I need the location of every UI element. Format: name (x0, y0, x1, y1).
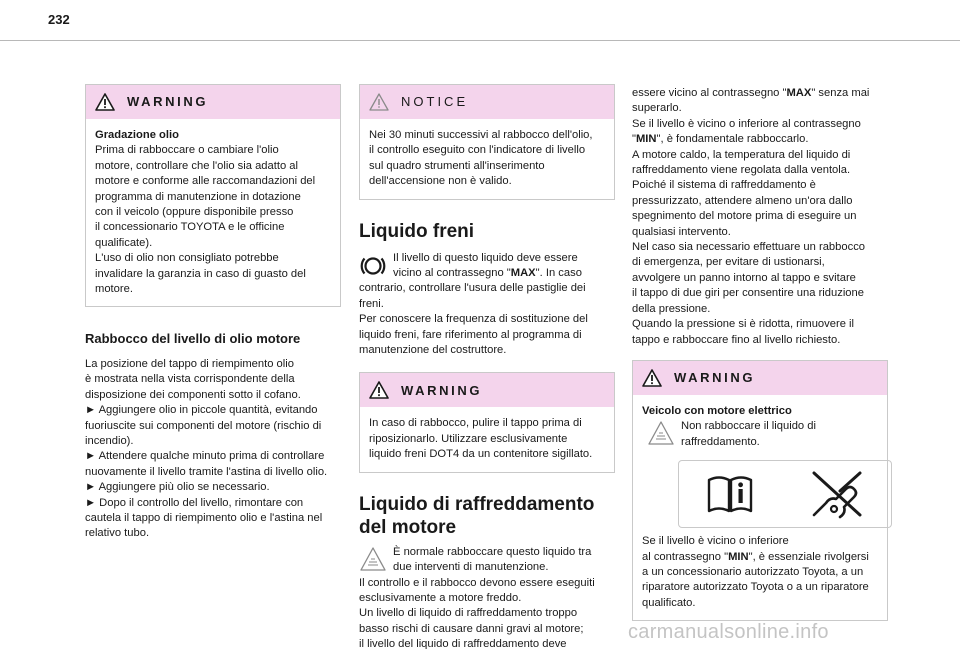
warning-box-header (360, 373, 614, 407)
warning-text: In caso di rabbocco, pulire il tappo prima di riposizionarlo. Utilizzare esclusivamente liquido freni DOT4 da un contenitore sigillato. (369, 417, 593, 461)
column-2 (359, 84, 615, 649)
coolant-intro-line2: due interventi di manutenzione. (393, 561, 549, 574)
notice-title: NOTICE (401, 94, 469, 110)
warning-text-part: ", è essenziale rivolgersi a un concessionario autorizzato Toyota, a un riparatore autorizzato Toyota o a un riparatore qualificato. (642, 550, 869, 609)
coolant-intro-line1: È normale rabboccare questo liquido tra (393, 545, 592, 558)
warning-triangle-icon (95, 93, 115, 111)
header-divider (0, 40, 960, 41)
watermark: carmanualsonline.info (628, 621, 829, 643)
note-triangle-icon (359, 546, 387, 574)
max-mark: MAX (510, 267, 536, 280)
warning-heading: Gradazione olio (95, 129, 179, 141)
coolant-text-part: essere vicino al contrassegno " (632, 87, 787, 99)
warning-title: WARNING (674, 370, 756, 386)
section-heading-oil-topup: Rabbocco del livello di olio motore (85, 331, 301, 347)
note-triangle-icon (647, 420, 675, 448)
min-mark: MIN (635, 133, 657, 146)
heading-coolant-line1: Liquido di raffreddamento (359, 493, 595, 515)
brake-text: contrario, controllare l'usura delle pastiglie dei freni. Per conoscere la frequenza di sostituzione del liquido freni, fare riferimento al programma di manutenzione del costruttore. (359, 282, 588, 357)
warning-text: Prima di rabboccare o cambiare l'olio motore, controllare che l'olio sia adatto al motore e conforme alle raccomandazioni del programma di manutenzione in dotazione con il veicolo (oppure disponibile presso il concessionario TOYOTA e le officine qualificate). L'uso di olio non consigliato potrebbe invalidare la garanzia in caso di guasto del motore. (95, 144, 316, 296)
warning-title: WARNING (127, 94, 209, 110)
heading-brake-fluid: Liquido freni (359, 220, 475, 242)
warning-title: WARNING (401, 382, 483, 398)
manual-info-icon (706, 472, 754, 516)
coolant-text: Il controllo e il rabbocco devono essere eseguiti esclusivamente a motore freddo. Un livello di liquido di raffreddamento troppo basso rischi di causare danni gravi al motore; il livello del liquido di raffreddamento deve (359, 576, 595, 649)
max-mark: MAX (786, 87, 812, 99)
heading-coolant (359, 493, 615, 539)
warning-box-brake (359, 372, 615, 472)
notice-text: Nei 30 minuti successivi al rabbocco dell'olio, il controllo eseguito con l'indicatore di livello sul quadro strumenti all'inserimento dell'accensione non è valido. (369, 129, 593, 188)
brake-intro-text: vicino al contrassegno " (393, 267, 511, 280)
brake-fluid-section (359, 251, 615, 359)
warning-text-part: Se il livello è vicino o inferiore al contrassegno " (642, 535, 789, 563)
notice-triangle-icon (369, 93, 389, 111)
coolant-text-part: " senza mai superarlo. Se il livello è vicino o inferiore al contrassegno " (632, 87, 870, 146)
warning-intro-line1: Non rabboccare il liquido di (681, 420, 816, 433)
coolant-section (359, 545, 615, 649)
section-text-oil-topup: La posizione del tappo di riempimento olio è mostrata nella vista corrispondente della disposizione dei componenti sotto il cofano. ► Aggiungere olio in piccole quantità, evitando fuoriuscite sui componenti del motore (rischio di incendio). ► Attendere qualche minuto prima di controllare nuovamente il livello tramite l'astina di livello olio. ► Aggiungere più olio se necessario. ► Dopo il controllo del livello, rimontare con cautela il tappo di riempimento olio e l'astina nel relativo tubo. (85, 357, 328, 540)
prohibition-pictograms (678, 460, 892, 528)
coolant-text-part: ", è fondamentale rabboccarlo. A motore caldo, la temperatura del liquido di raffreddamento viene regolata dalla ventola. Poiché il sistema di raffreddamento è pressurizzato, attendere almeno un'ora dallo spegnimento del motore prima di eseguire un qualsiasi intervento. Nel caso sia necessario effettuare un rabbocco di emergenza, per evitare di ustionarsi, avvolgere un panno intorno al tappo e svitare il tappo di due giri per consentire una riduzione della pressione. Quando la pressione si è ridotta, rimuovere il tappo e rabboccare fino al livello richiesto. (632, 133, 866, 346)
heading-coolant-line2: del motore (359, 516, 457, 538)
warning-box-oil-grade (85, 84, 341, 307)
min-mark: MIN (728, 550, 749, 563)
warning-intro-line2: raffreddamento. (681, 435, 760, 448)
warning-box-electric (632, 360, 888, 621)
coolant-continued-text (632, 86, 888, 348)
no-refill-icon (808, 469, 864, 519)
notice-box (359, 84, 615, 200)
warning-box-header (86, 85, 340, 119)
warning-box-header (633, 361, 887, 395)
brake-intro-line1: Il livello di questo liquido deve essere (393, 251, 578, 264)
warning-after-text (642, 534, 878, 611)
warning-heading: Veicolo con motore elettrico (642, 404, 792, 417)
notice-box-header (360, 85, 614, 119)
brake-warning-icon (359, 252, 387, 280)
warning-triangle-icon (369, 381, 389, 399)
brake-intro-text: ". In caso (535, 267, 582, 280)
column-3 (632, 86, 888, 621)
brake-intro-line2 (359, 266, 615, 281)
warning-triangle-icon (642, 369, 662, 387)
page-number: 232 (48, 12, 70, 27)
column-1 (85, 84, 341, 542)
